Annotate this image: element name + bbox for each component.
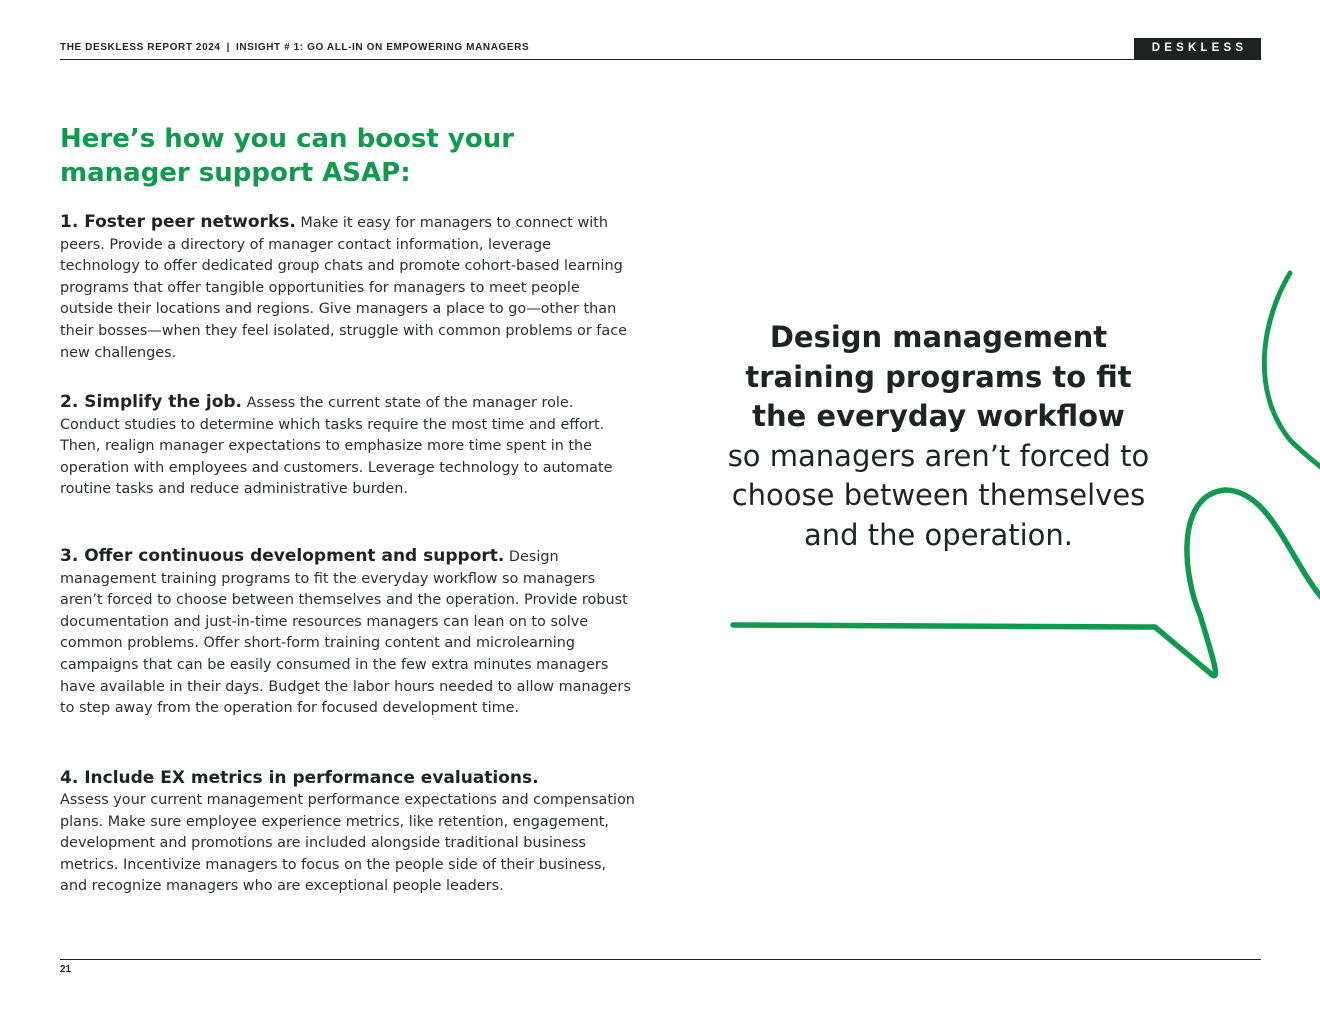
pull-quote [720, 318, 1157, 556]
pull-quote-regular: so managers aren’t forced to choose between themselves and the operation. [727, 438, 1150, 552]
header-separator: | [226, 42, 230, 53]
footer-divider [60, 959, 1261, 960]
tip-body: Design management training programs to fit the everyday workflow so managers aren’t forced to choose between themselves and the operation. Provide robust documentation and just-in-time resources managers can lean on to solve common problems. Offer short-form training content and microlearning campaigns that can be easily consumed in the few extra minutes managers have available in their days. Budget the labor hours needed to allow managers to step away from the operation for focused development time. [60, 549, 631, 717]
page-headline: Here’s how you can boost your manager support ASAP: [60, 124, 515, 188]
tip-body: Make it easy for managers to connect with peers. Provide a directory of manager contact information, leverage technology to offer dedicated group chats and promote cohort-based learning programs that offer tangible opportunities for managers to meet people outside their locations and regions. Give managers a place to go—other than their bosses—when they feel isolated, struggle with common problems or face new challenges. [60, 215, 627, 361]
swoosh-upper-curve [1264, 273, 1320, 468]
tip-body: Assess your current management performance expectations and compensation plans. Make sure employee experience metrics, like retention, engagement, development and promotions are included alongside traditional business metrics. Incentivize managers to focus on the people side of their business, and recognize managers who are exceptional people leaders. [60, 792, 635, 895]
brand-logo: DESKLESS [1134, 38, 1261, 59]
tip-title: 2. Simplify the job. [60, 392, 243, 412]
section-title: INSIGHT # 1: GO ALL-IN ON EMPOWERING MANAGERS [235, 42, 530, 53]
tip-title: 4. Include EX metrics in performance evaluations. [60, 768, 539, 788]
tip-title: 3. Offer continuous development and support. [60, 546, 505, 566]
report-title: THE DESKLESS REPORT 2024 [60, 42, 221, 53]
tip-title: 1. Foster peer networks. [60, 212, 296, 232]
pull-quote-bold: Design management training programs to fit the everyday workflow [745, 320, 1132, 434]
tip-body: Assess the current state of the manager role. Conduct studies to determine which tasks require the most time and effort. Then, realign manager expectations to emphasize more time spent in the operation with employees and customers. Leverage technology to automate routine tasks and reduce administrative burden. [60, 395, 613, 498]
page-number: 21 [60, 964, 72, 975]
